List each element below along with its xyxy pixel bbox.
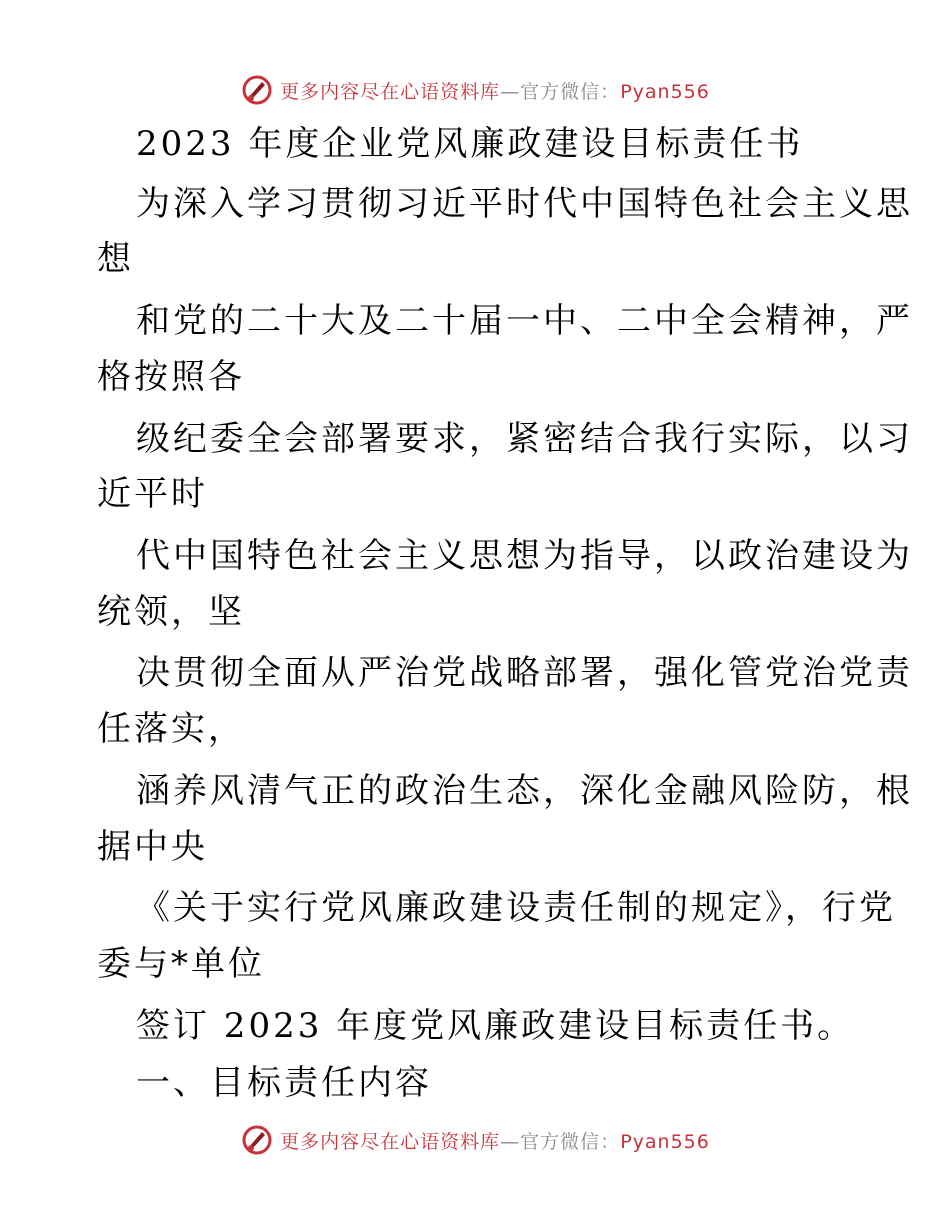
watermark-contact: 官方微信： xyxy=(520,80,621,103)
watermark-text xyxy=(280,1127,710,1154)
watermark-brand: 更多内容尽在心语资料库 xyxy=(280,80,501,103)
paragraph-line: 代中国特色社会主义思想为指导，以政治建设为 xyxy=(136,536,913,576)
watermark-text xyxy=(280,77,710,104)
section-heading: 一、目标责任内容 xyxy=(136,1063,432,1103)
watermark-contact: 官方微信： xyxy=(520,1130,621,1153)
paragraph-line: 为深入学习贯彻习近平时代中国特色社会主义思 xyxy=(136,184,913,224)
paragraph-line: 和党的二十大及二十届一中、二中全会精神，严 xyxy=(136,301,913,341)
brush-circle-logo-icon xyxy=(240,1123,274,1157)
paragraph-line: 签订 2023 年度党风廉政建设目标责任书。 xyxy=(136,1006,855,1046)
paragraph-line: 涵养风清气正的政治生态，深化金融风险防，根 xyxy=(136,771,913,811)
watermark-dash: — xyxy=(500,80,521,103)
paragraph-line: 格按照各 xyxy=(97,357,245,397)
paragraph-line: 级纪委全会部署要求，紧密结合我行实际，以习 xyxy=(136,419,913,459)
paragraph-line: 决贯彻全面从严治党战略部署，强化管党治党责 xyxy=(136,653,913,693)
watermark-contact-id: Pyan556 xyxy=(620,1130,710,1153)
brush-circle-logo-icon xyxy=(240,73,274,107)
watermark-brand: 更多内容尽在心语资料库 xyxy=(280,1130,501,1153)
paragraph-line: 近平时 xyxy=(97,474,208,514)
watermark-header xyxy=(0,70,950,110)
paragraph-line: 《关于实行党风廉政建设责任制的规定》，行党 xyxy=(136,888,896,928)
paragraph-line: 统领，坚 xyxy=(97,592,245,632)
paragraph-line: 委与*单位 xyxy=(97,944,265,984)
paragraph-line: 想 xyxy=(97,239,134,279)
watermark-contact-id: Pyan556 xyxy=(620,80,710,103)
document-title: 2023 年度企业党风廉政建设目标责任书 xyxy=(136,124,804,164)
paragraph-line: 据中央 xyxy=(97,827,208,867)
paragraph-line: 任落实， xyxy=(97,709,245,749)
watermark-footer xyxy=(0,1120,950,1160)
watermark-dash: — xyxy=(500,1130,521,1153)
